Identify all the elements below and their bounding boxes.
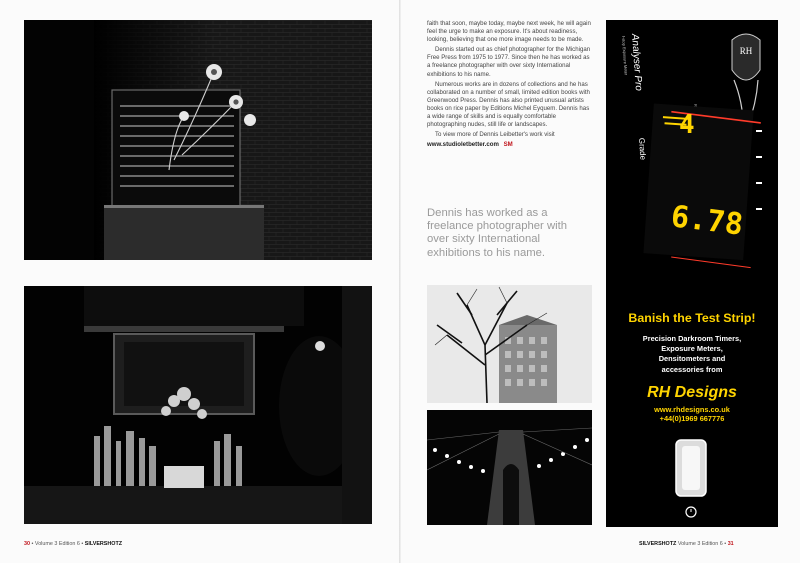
page-number: 30 [24, 541, 30, 547]
photo-tree-building [427, 285, 592, 403]
ad-headline: Banish the Test Strip! [628, 311, 756, 325]
footer-separator: • [724, 541, 727, 547]
ad-phone: +44(0)1969 667776 [659, 414, 725, 423]
article-body [427, 20, 592, 149]
pull-quote: Dennis has worked as a freelance photographer with over sixty International exhibitions to his name. [427, 207, 568, 259]
ad-display-grade: 4 [679, 110, 695, 140]
ad-website[interactable]: www.rhdesigns.co.uk [654, 405, 730, 414]
photo-brick-wall-flowers [24, 20, 372, 260]
photo-bridge-night [427, 410, 592, 525]
body-paragraph: To view more of Dennis Leibetter's work visit [435, 131, 555, 139]
ad-product-name: Analyser Pro [629, 33, 644, 92]
ad-subline [606, 334, 778, 375]
ad-product-artwork [606, 20, 778, 305]
ad-brand: RH Designs [647, 384, 737, 401]
ad-device-artwork [606, 420, 778, 520]
right-page-footer [639, 541, 734, 547]
ad-label-grade: Grade [637, 137, 648, 161]
footer-separator: • [31, 541, 34, 547]
footer-brand: SILVERSHOTZ [84, 541, 123, 547]
url-line [427, 141, 592, 149]
ad-subline-3: Densitometers and [658, 354, 726, 364]
ad-subline-4: accessories from [661, 364, 723, 374]
ad-display-time: 6.78 [669, 199, 746, 243]
website-link[interactable]: www.studioletbetter.com [427, 141, 499, 149]
body-paragraph: Numerous works are in dozens of collections and he has collaborated on a number of small, limited edition books with Greenwood Press. Dennis has also printed unusual artists books on rice paper by Editions Michel Eyquem. Dennis has a wide range of skills and is equally comfortable photographing nudes, still life or landscapes. [427, 80, 590, 129]
rh-designs-advertisement [606, 20, 778, 527]
body-paragraph: Dennis started out as chief photographer for the Michigan Free Press from 1975 to 1977. Since then he has worked as a freelance photographer with over sixty International exhibitions to his name. [427, 46, 591, 78]
footer-separator: • [81, 541, 84, 547]
ad-subline-1: Precision Darkroom Timers, [642, 334, 742, 343]
ad-subline-2: Exposure Meters, [661, 344, 723, 354]
body-paragraph: faith that soon, maybe today, maybe next week, he will again feel the urge to make an exposure. It's about readiness, looking, believing that one more image needs to be made. [427, 20, 591, 44]
left-page-footer [24, 541, 122, 547]
ad-logo: RH [739, 46, 753, 56]
footer-edition: Volume 3 Edition 6 [677, 541, 723, 547]
spine-gutter [399, 0, 401, 563]
photo-bar-interior [24, 286, 372, 524]
footer-brand: SILVERSHOTZ [639, 541, 677, 547]
author-sign-off: SM [503, 141, 513, 149]
ad-product-tag: f-stop Exposure Meter [621, 35, 629, 76]
footer-edition: Volume 3 Edition 6 [34, 541, 80, 547]
page-number: 31 [727, 541, 734, 547]
